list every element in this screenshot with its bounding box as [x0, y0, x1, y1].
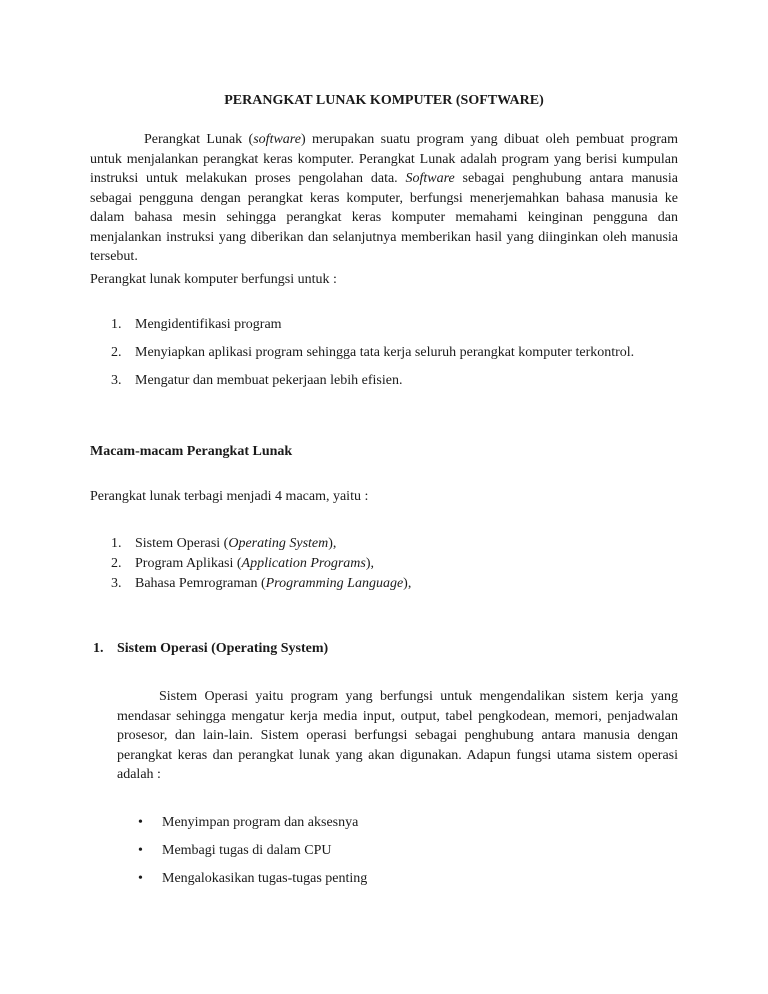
page-title: PERANGKAT LUNAK KOMPUTER (SOFTWARE)	[224, 93, 544, 108]
intro-paragraph: Perangkat Lunak (software) merupakan suatu program yang dibuat oleh pembuat program untuk menjalankan perangkat keras komputer. Perangkat Lunak adalah program yang berisi kumpulan instruksi untuk melakukan proses pengolahan data. Software sebagai penghubung antara manusia sebagai pengguna dengan perangkat keras komputer, berfungsi menerjemahkan bahasa manusia ke dalam bahasa mesin sehingga perangkat keras komputer memahami keinginan pengguna dan menjalankan instruksi yang diberikan dan selanjutnya memberikan hasil yang diinginkan oleh manusia tersebut.	[90, 132, 678, 264]
bullet-item: • Membagi tugas di dalam CPU	[138, 843, 332, 858]
function-intro: Perangkat lunak komputer berfungsi untuk :	[90, 272, 337, 287]
bullet-item: • Menyimpan program dan aksesnya	[138, 815, 359, 830]
section-heading: 1. Sistem Operasi (Operating System)	[93, 641, 329, 656]
types-list-item: 1. Sistem Operasi (Operating System),	[111, 536, 337, 551]
function-list-item: 2. Menyiapkan aplikasi program sehingga tata kerja seluruh perangkat komputer terkontrol.	[111, 345, 635, 360]
types-intro: Perangkat lunak terbagi menjadi 4 macam, yaitu :	[90, 489, 369, 504]
bullet-icon: •	[138, 815, 143, 830]
types-list-item: 2. Program Aplikasi (Application Programs),	[111, 556, 375, 571]
types-list-item: 3. Bahasa Pemrograman (Programming Language),	[111, 576, 412, 591]
section-paragraph: Sistem Operasi yaitu program yang berfungsi untuk mengendalikan sistem kerja yang mendasar sehingga mengatur kerja media input, output, tabel pengkodean, memori, penjadwalan prosesor, dan lain-lain. Sistem operasi berfungsi sebagai penghubung antara manusia dengan perangkat keras dan perangkat lunak yang akan digunakan. Adapun fungsi utama sistem operasi adalah :	[117, 689, 678, 782]
bullet-icon: •	[138, 871, 143, 886]
function-list-item: 1. Mengidentifikasi program	[111, 317, 282, 332]
bullet-icon: •	[138, 843, 143, 858]
types-heading: Macam-macam Perangkat Lunak	[90, 444, 293, 459]
bullet-item: • Mengalokasikan tugas-tugas penting	[138, 871, 368, 886]
function-list-item: 3. Mengatur dan membuat pekerjaan lebih efisien.	[111, 373, 403, 388]
